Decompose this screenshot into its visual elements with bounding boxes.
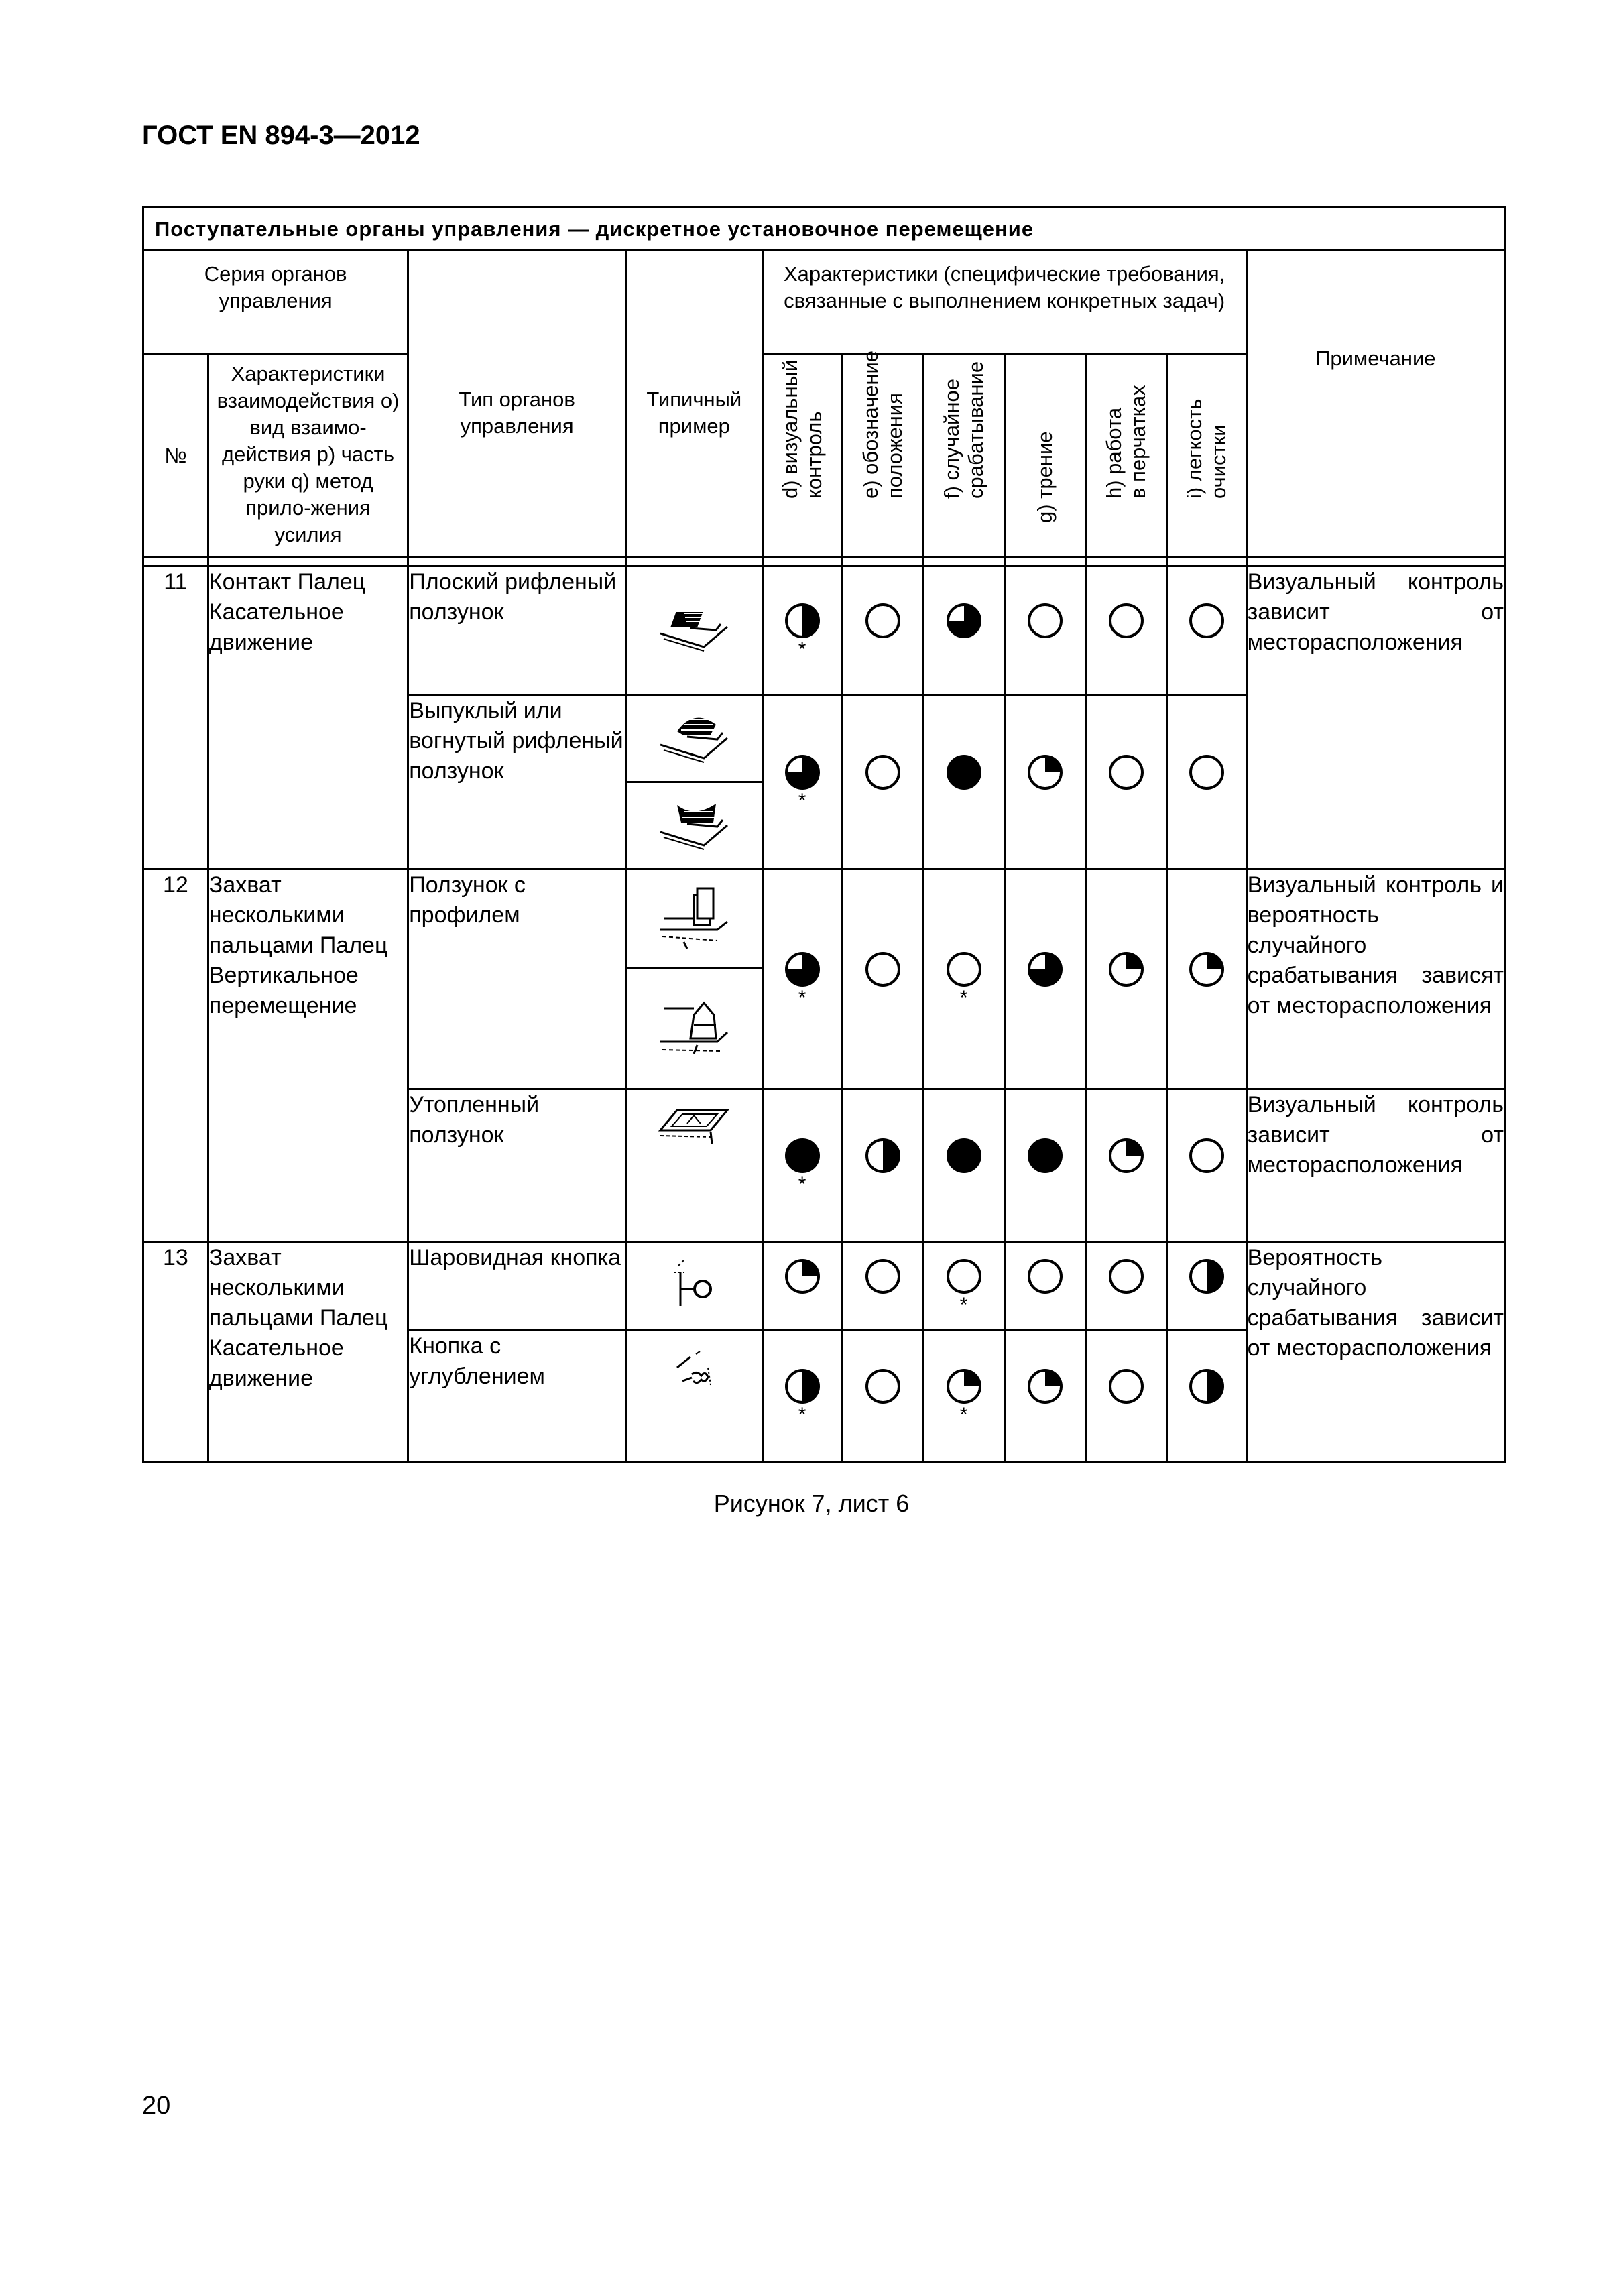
figure-caption: Рисунок 7, лист 6 [713, 1490, 910, 1517]
rating-symbol [923, 1242, 1004, 1331]
footnote-asterisk: * [959, 1293, 968, 1316]
rating-symbol [762, 566, 842, 695]
harvey-ball-quarter-icon [784, 1258, 821, 1295]
rating-symbol [1085, 1331, 1166, 1462]
header-characteristics: Характеристики (специфические требования, связанные с выполнением конкретных задач) [762, 251, 1246, 355]
harvey-ball-empty-icon [945, 951, 983, 988]
rating-symbol [1004, 1331, 1085, 1462]
rating-symbol [842, 566, 923, 695]
note-cell: Визуальный контроль и вероятность случайного срабатывания зависят от месторасположения [1246, 869, 1504, 1089]
concave-ribbed-slider-icon [625, 782, 762, 869]
harvey-ball-empty-icon [864, 602, 902, 640]
profile-slider-alt-icon [625, 969, 762, 1089]
rating-symbol [762, 1089, 842, 1242]
harvey-ball-quarter-icon [1026, 1368, 1064, 1405]
control-type: Плоский рифленый ползунок [408, 566, 626, 695]
control-type: Кнопка с углублением [408, 1331, 626, 1462]
harvey-ball-empty-icon [864, 951, 902, 988]
harvey-ball-empty-icon [1188, 753, 1225, 791]
header-gloves: h) работа в перчатках [1085, 355, 1166, 558]
rating-symbol [842, 869, 923, 1089]
note-cell: Вероятность случайного срабатывания зависит от месторасположения [1246, 1242, 1504, 1462]
rating-symbol [1166, 566, 1246, 695]
harvey-ball-full-icon [1026, 1137, 1064, 1174]
harvey-ball-half-icon [784, 602, 821, 640]
rating-symbol [842, 1089, 923, 1242]
rating-symbol [1085, 1242, 1166, 1331]
rating-symbol [1085, 566, 1166, 695]
footnote-asterisk: * [798, 789, 806, 812]
harvey-ball-empty-icon [1026, 602, 1064, 640]
header-note: Примечание [1246, 251, 1504, 558]
recessed-knob-icon [625, 1331, 762, 1462]
harvey-ball-empty-icon [864, 1258, 902, 1295]
rating-symbol [1166, 1242, 1246, 1331]
harvey-ball-empty-icon [945, 1258, 983, 1295]
rating-symbol [1004, 695, 1085, 869]
rating-symbol [1085, 1089, 1166, 1242]
rating-symbol [923, 869, 1004, 1089]
header-example: Типичный пример [625, 251, 762, 558]
rating-symbol [923, 1089, 1004, 1242]
flat-ribbed-slider-icon [625, 566, 762, 695]
rating-symbol [762, 869, 842, 1089]
note-cell: Визуальный контроль зависит от месторасположения [1246, 1089, 1504, 1242]
rating-symbol [923, 695, 1004, 869]
rating-symbol [842, 1331, 923, 1462]
controls-table [142, 206, 1506, 1463]
footnote-asterisk: * [798, 1403, 806, 1426]
interaction-cell: Захват несколькими пальцами Палец Касательное движение [208, 1242, 408, 1462]
rating-symbol [842, 1242, 923, 1331]
rating-symbol [842, 695, 923, 869]
rating-symbol [1004, 566, 1085, 695]
header-type: Тип органов управления [408, 251, 626, 558]
header-number: № [143, 355, 208, 558]
header-friction: g) трение [1004, 355, 1085, 558]
interaction-cell: Контакт Палец Касательное движение [208, 566, 408, 869]
header-cleaning: i) легкость очистки [1166, 355, 1246, 558]
convex-ribbed-slider-icon [625, 695, 762, 782]
harvey-ball-quarter-icon [1026, 753, 1064, 791]
footnote-asterisk: * [798, 1172, 806, 1195]
header-position-marking: e) обозначение положения [842, 355, 923, 558]
ball-knob-icon [625, 1242, 762, 1331]
header-accidental-activation: f) случайное срабатывание [923, 355, 1004, 558]
harvey-ball-empty-icon [1107, 1258, 1145, 1295]
interaction-cell: Захват несколькими пальцами Палец Вертикальное перемещение [208, 869, 408, 1242]
footnote-asterisk: * [798, 638, 806, 660]
rating-symbol [762, 1331, 842, 1462]
footnote-asterisk: * [959, 986, 968, 1009]
harvey-ball-half-icon [864, 1137, 902, 1174]
rating-symbol [1166, 869, 1246, 1089]
control-type: Ползунок с профилем [408, 869, 626, 1089]
rating-symbol [1166, 1331, 1246, 1462]
harvey-ball-empty-icon [1026, 1258, 1064, 1295]
profile-slider-icon [625, 869, 762, 969]
harvey-ball-half-icon [1188, 1368, 1225, 1405]
header-series: Серия органов управления [143, 251, 408, 355]
recessed-slider-icon [625, 1089, 762, 1242]
harvey-ball-full-icon [945, 753, 983, 791]
harvey-ball-three-quarter-icon [1026, 951, 1064, 988]
rating-symbol [1004, 1089, 1085, 1242]
header-visual-control: d) визуальный контроль [762, 355, 842, 558]
harvey-ball-empty-icon [1107, 1368, 1145, 1405]
footnote-asterisk: * [959, 1403, 968, 1426]
harvey-ball-full-icon [784, 1137, 821, 1174]
row-number: 12 [143, 869, 208, 1242]
harvey-ball-quarter-icon [1188, 951, 1225, 988]
harvey-ball-empty-icon [1107, 602, 1145, 640]
rating-symbol [762, 695, 842, 869]
harvey-ball-empty-icon [864, 1368, 902, 1405]
note-cell: Визуальный контроль зависит от месторасположения [1246, 566, 1504, 869]
document-header: ГОСТ EN 894-3—2012 [142, 121, 420, 150]
harvey-ball-empty-icon [1107, 753, 1145, 791]
row-number: 11 [143, 566, 208, 869]
rating-symbol [923, 566, 1004, 695]
footnote-asterisk: * [798, 986, 806, 1009]
harvey-ball-empty-icon [864, 753, 902, 791]
harvey-ball-three-quarter-icon [945, 602, 983, 640]
table-title: Поступательные органы управления — дискретное установочное перемещение [143, 208, 1505, 251]
header-interaction: Характеристики взаимодействия o) вид взаимо-действия p) часть руки q) метод прило-жения усилия [208, 355, 408, 558]
rating-symbol [923, 1331, 1004, 1462]
harvey-ball-quarter-icon [1107, 951, 1145, 988]
rating-symbol [1004, 869, 1085, 1089]
harvey-ball-three-quarter-icon [784, 951, 821, 988]
control-type: Шаровидная кнопка [408, 1242, 626, 1331]
row-number: 13 [143, 1242, 208, 1462]
page-number: 20 [142, 2092, 171, 2120]
harvey-ball-empty-icon [1188, 1137, 1225, 1174]
harvey-ball-quarter-icon [945, 1368, 983, 1405]
harvey-ball-half-icon [784, 1368, 821, 1405]
harvey-ball-empty-icon [1188, 602, 1225, 640]
rating-symbol [1166, 695, 1246, 869]
harvey-ball-quarter-icon [1107, 1137, 1145, 1174]
control-type: Утопленный ползунок [408, 1089, 626, 1242]
harvey-ball-full-icon [945, 1137, 983, 1174]
harvey-ball-three-quarter-icon [784, 753, 821, 791]
rating-symbol [1004, 1242, 1085, 1331]
harvey-ball-half-icon [1188, 1258, 1225, 1295]
rating-symbol [1085, 695, 1166, 869]
rating-symbol [1085, 869, 1166, 1089]
control-type: Выпуклый или вогнутый рифленый ползунок [408, 695, 626, 869]
rating-symbol [1166, 1089, 1246, 1242]
rating-symbol [762, 1242, 842, 1331]
